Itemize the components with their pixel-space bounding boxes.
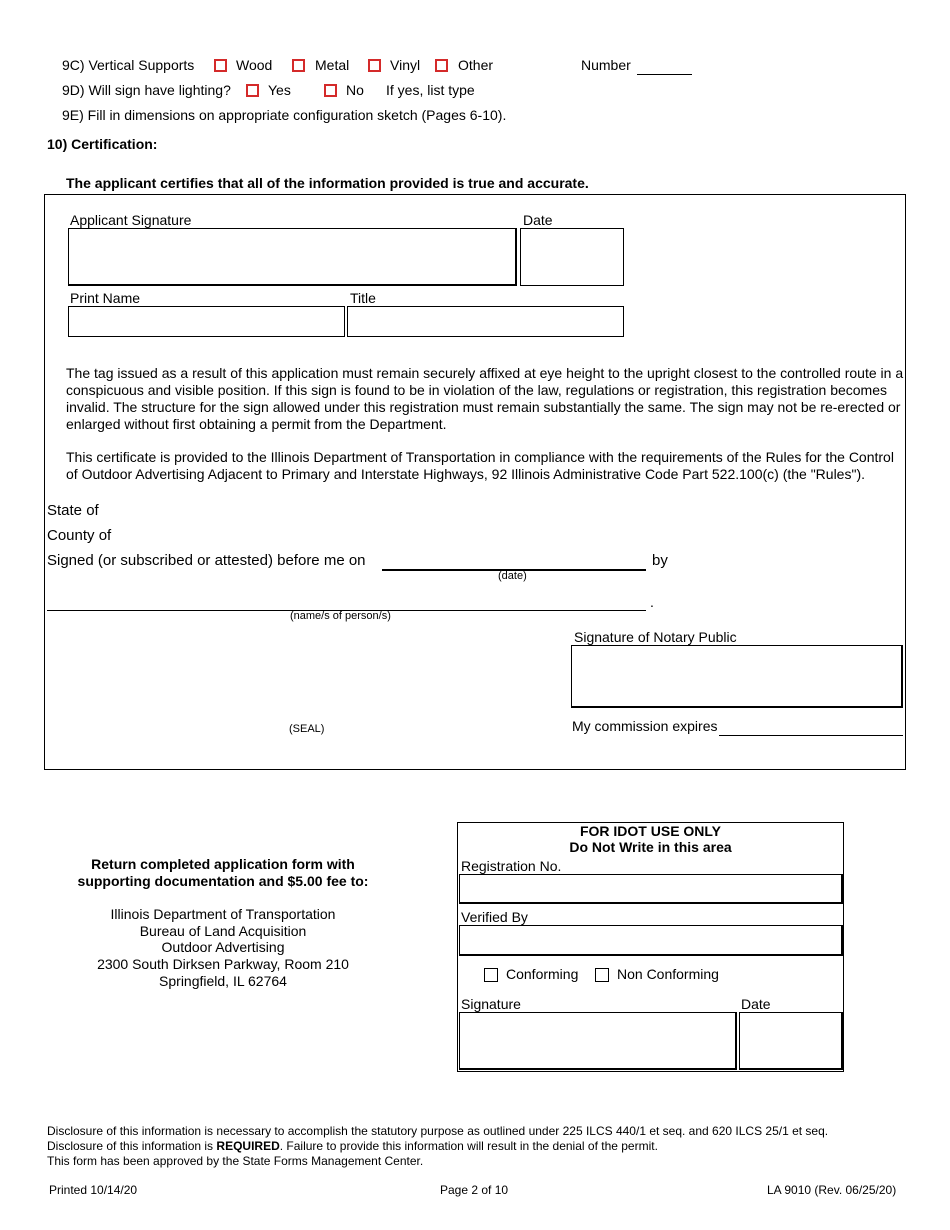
number-field[interactable]: [637, 74, 692, 75]
other-label: Other: [458, 57, 494, 73]
idot-title-2: Do Not Write in this area: [569, 839, 732, 855]
applicant-date-label: Date: [523, 212, 553, 228]
address-line-1: Illinois Department of Transportation: [110, 906, 336, 922]
vinyl-label: Vinyl: [390, 57, 421, 73]
registration-no-field[interactable]: [459, 874, 843, 904]
disclosure-line-3: This form has been approved by the State Forms Management Center.: [47, 1154, 424, 1168]
lighting-yes-checkbox[interactable]: [246, 84, 259, 97]
non-conforming-checkbox[interactable]: [595, 968, 609, 982]
title-field[interactable]: [347, 306, 624, 337]
idot-date-field[interactable]: [739, 1012, 843, 1070]
disclosure-line-1: Disclosure of this information is necessary to accomplish the statutory purpose as outlined under 225 ILCS 440/1 et seq. and 620 ILCS 25/1 et seq.: [47, 1124, 829, 1138]
verified-by-label: Verified By: [461, 909, 528, 925]
q9d-label: 9D) Will sign have lighting?: [62, 82, 231, 98]
commission-label: My commission expires: [572, 718, 718, 734]
print-name-label: Print Name: [70, 290, 141, 306]
address-line-2: Bureau of Land Acquisition: [139, 923, 307, 939]
address-line-4: 2300 South Dirksen Parkway, Room 210: [97, 956, 349, 972]
other-checkbox[interactable]: [435, 59, 448, 72]
page-number: Page 2 of 10: [440, 1183, 509, 1197]
rules-paragraph: This certificate is provided to the Illinois Department of Transportation in compliance with the requirements of the Rules for the Control of Outdoor Advertising Adjacent to Primary and Interstate Highways, 92 Illinois Administrative Code Part 522.100(c) (the "Rules").: [66, 449, 894, 482]
signed-before-label: Signed (or subscribed or attested) before me on: [47, 552, 366, 569]
return-heading-2: supporting documentation and $5.00 fee to:: [77, 873, 369, 889]
wood-label: Wood: [236, 57, 273, 73]
metal-checkbox[interactable]: [292, 59, 305, 72]
names-period: .: [650, 594, 654, 610]
disclosure-line-2-post: . Failure to provide this information will result in the denial of the permit.: [279, 1139, 658, 1153]
applicant-signature-label: Applicant Signature: [70, 212, 192, 228]
applicant-signature-field[interactable]: [68, 228, 517, 286]
idot-date-label: Date: [741, 996, 771, 1012]
notary-signature-label: Signature of Notary Public: [574, 629, 737, 645]
registration-no-label: Registration No.: [461, 858, 562, 874]
non-conforming-label: Non Conforming: [617, 966, 719, 982]
lighting-type-label: If yes, list type: [386, 82, 475, 98]
idot-signature-label: Signature: [461, 996, 521, 1012]
idot-signature-field[interactable]: [459, 1012, 737, 1070]
lighting-no-checkbox[interactable]: [324, 84, 337, 97]
wood-checkbox[interactable]: [214, 59, 227, 72]
tag-paragraph: The tag issued as a result of this application must remain securely affixed at eye height to the upright closest to the controlled route in a conspicuous and visible position. If this sign is found to be in violation of the law, regulations or registration, this registration becomes invalid. The structure for the sign allowed under this registration must remain substantially the same. The sign may not be re-erected or enlarged without first obtaining a permit from the Department.: [66, 365, 904, 432]
conforming-checkbox[interactable]: [484, 968, 498, 982]
vinyl-checkbox[interactable]: [368, 59, 381, 72]
disclosure-required: REQUIRED: [216, 1139, 280, 1153]
state-of-label: State of: [47, 502, 99, 519]
commission-field[interactable]: [719, 735, 903, 736]
printed-date: Printed 10/14/20: [49, 1183, 138, 1197]
disclosure-line-2-pre: Disclosure of this information is: [47, 1139, 217, 1153]
address-line-3: Outdoor Advertising: [161, 939, 285, 955]
certification-statement: The applicant certifies that all of the information provided is true and accurate.: [66, 175, 589, 191]
return-heading-1: Return completed application form with: [91, 856, 355, 872]
number-label: Number: [581, 57, 631, 73]
metal-label: Metal: [315, 57, 350, 73]
title-label: Title: [350, 290, 376, 306]
form-number: LA 9010 (Rev. 06/25/20): [767, 1183, 897, 1197]
conforming-label: Conforming: [506, 966, 579, 982]
q9c-label: 9C) Vertical Supports: [62, 57, 195, 73]
by-label: by: [652, 552, 668, 569]
print-name-field[interactable]: [68, 306, 345, 337]
lighting-yes-label: Yes: [268, 82, 291, 98]
notary-signature-field[interactable]: [571, 645, 903, 708]
verified-by-field[interactable]: [459, 925, 843, 956]
certification-heading: 10) Certification:: [47, 136, 158, 152]
seal-label: (SEAL): [289, 723, 325, 735]
idot-title-1: FOR IDOT USE ONLY: [579, 823, 722, 839]
applicant-date-field[interactable]: [520, 228, 624, 286]
q9e-label: 9E) Fill in dimensions on appropriate configuration sketch (Pages 6-10).: [62, 107, 507, 123]
date-caption: (date): [498, 570, 527, 582]
disclosure-line-2: [47, 1139, 658, 1153]
county-of-label: County of: [47, 527, 112, 544]
lighting-no-label: No: [346, 82, 364, 98]
names-caption: (name/s of person/s): [290, 610, 391, 622]
address-line-5: Springfield, IL 62764: [159, 973, 287, 989]
